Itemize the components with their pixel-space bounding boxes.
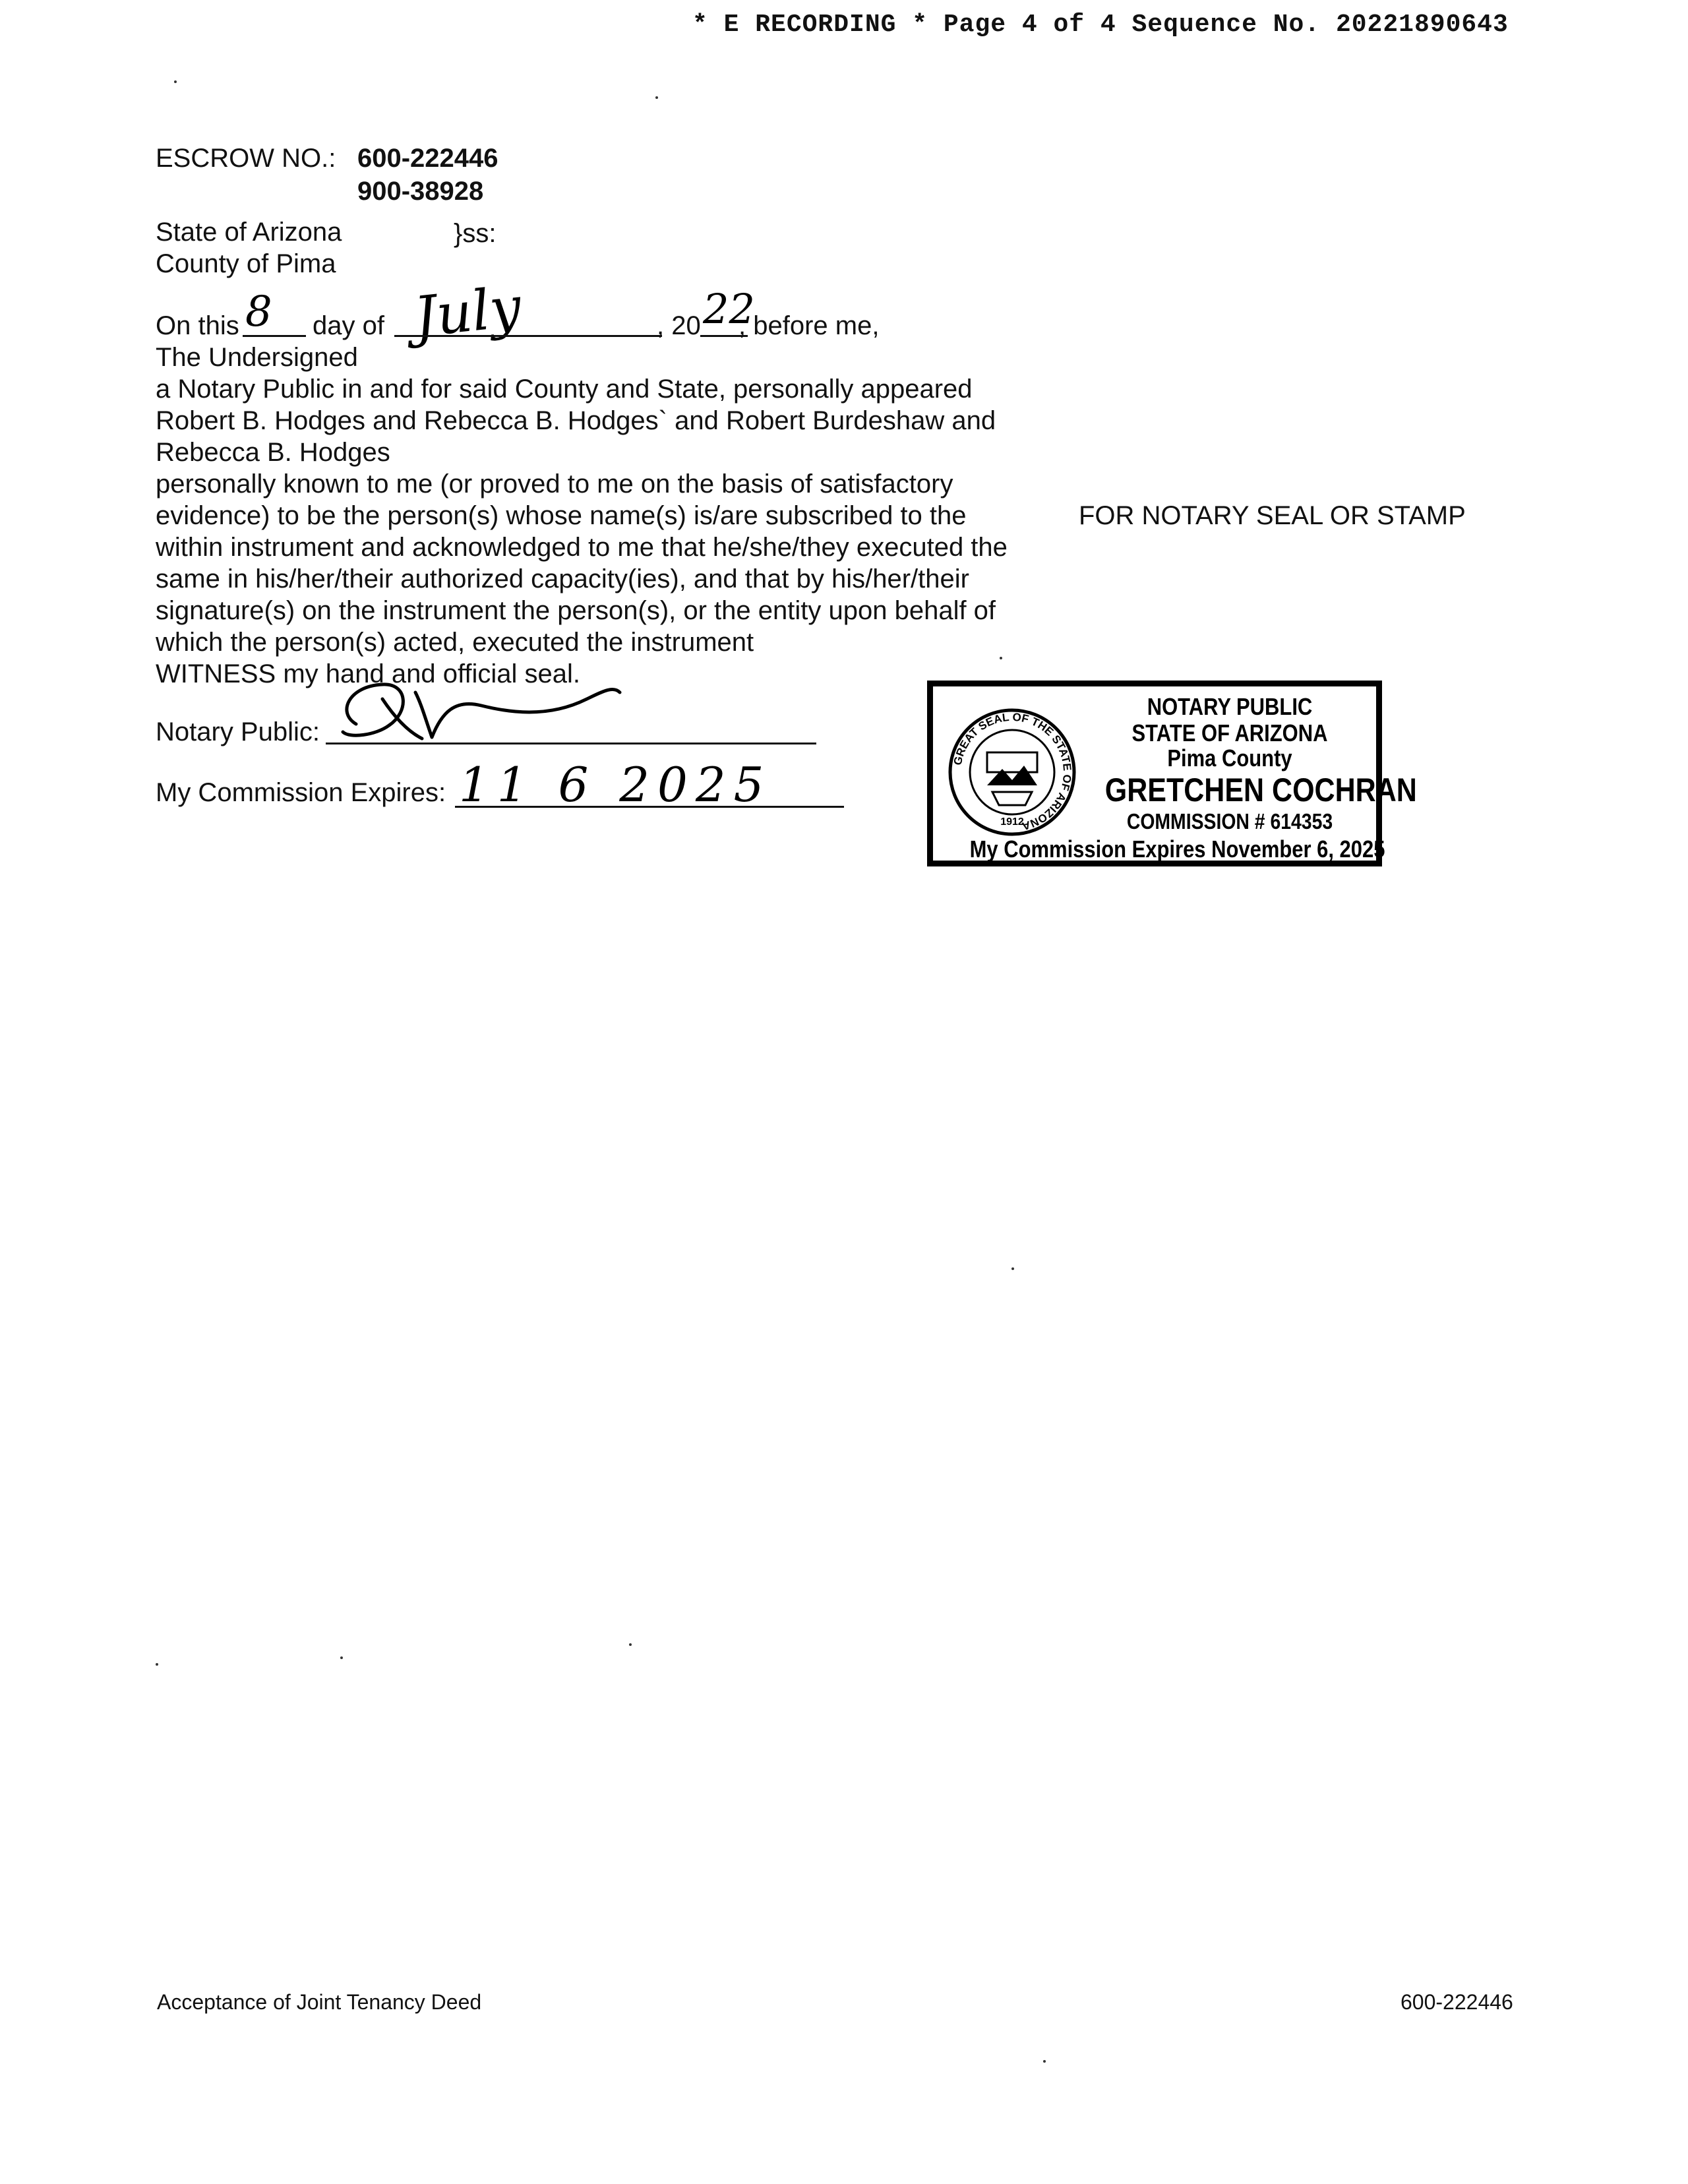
arizona-seal-icon	[946, 706, 1078, 838]
ack-para-line-6: which the person(s) acted, executed the instrument	[156, 628, 754, 657]
ack-line-names-1: Robert B. Hodges and Rebecca B. Hodges` and Robert Burdeshaw and	[156, 406, 996, 435]
commission-expires-label: My Commission Expires:	[156, 778, 446, 807]
scan-speck	[340, 1656, 343, 1659]
ack-para-line-2: evidence) to be the person(s) whose name(s) is/are subscribed to the	[156, 501, 967, 530]
ack-para-line-3: within instrument and acknowledged to me that he/she/they executed the	[156, 533, 1008, 562]
scan-speck	[629, 1643, 632, 1646]
scan-speck	[1000, 657, 1002, 659]
escrow-number-2: 900-38928	[357, 177, 484, 206]
scan-speck	[1043, 2060, 1046, 2063]
escrow-number-1: 600-222446	[357, 144, 498, 173]
on-this-text: On this	[156, 311, 239, 340]
escrow-label: ESCROW NO.:	[156, 144, 336, 173]
commission-date-line	[455, 806, 844, 808]
handwritten-day: 8	[245, 288, 272, 336]
seal-ring-text: GREAT SEAL OF THE STATE OF ARIZONA	[951, 710, 1074, 833]
venue-county: County of Pima	[156, 249, 336, 278]
scan-speck	[156, 1663, 158, 1666]
before-me-text: , before me,	[738, 311, 880, 340]
officer-name: The Undersigned	[156, 343, 358, 372]
notary-stamp	[927, 681, 1417, 866]
scan-speck	[1011, 1267, 1014, 1270]
witness-line: WITNESS my hand and official seal.	[156, 659, 580, 688]
stamp-line-notary-name: GRETCHEN COCHRAN	[1104, 772, 1417, 808]
notary-signature	[310, 673, 640, 752]
footer-escrow-ref: 600-222446	[1401, 1990, 1513, 2014]
stamp-line-commission-number: COMMISSION # 614353	[1126, 809, 1333, 834]
ack-para-line-1: personally known to me (or proved to me on the basis of satisfactory	[156, 470, 953, 499]
stamp-line-county: Pima County	[1167, 744, 1292, 772]
handwritten-year: 22	[703, 285, 755, 333]
month-blank-line	[394, 335, 662, 337]
recording-header: * E RECORDING * Page 4 of 4 Sequence No. 20221890643	[692, 11, 1509, 39]
stamp-line-expiration: My Commission Expires November 6, 2025	[969, 835, 1385, 863]
year-prefix: , 20	[657, 311, 701, 340]
day-of-text: day of	[313, 311, 384, 340]
venue-ss: }ss:	[454, 219, 497, 248]
scan-speck	[174, 80, 177, 83]
handwritten-commission-date: 11 6 2025	[459, 757, 772, 812]
ack-para-line-4: same in his/her/their authorized capacity(ies), and that by his/her/their	[156, 564, 969, 593]
day-blank-line	[243, 335, 306, 337]
notary-public-label: Notary Public:	[156, 717, 320, 746]
scan-speck	[655, 96, 658, 99]
venue-state: State of Arizona	[156, 218, 342, 247]
ack-line-notary: a Notary Public in and for said County and State, personally appeared	[156, 375, 973, 404]
seal-label: FOR NOTARY SEAL OR STAMP	[1079, 501, 1466, 530]
handwritten-month: July	[411, 274, 524, 350]
stamp-line-state: STATE OF ARIZONA	[1131, 719, 1328, 746]
ack-para-line-5: signature(s) on the instrument the person(s), or the entity upon behalf of	[156, 596, 996, 625]
seal-year: 1912	[1000, 816, 1024, 828]
ack-line-names-2: Rebecca B. Hodges	[156, 438, 390, 467]
stamp-line-notary-public: NOTARY PUBLIC	[1147, 693, 1313, 720]
footer-document-title: Acceptance of Joint Tenancy Deed	[157, 1990, 482, 2014]
